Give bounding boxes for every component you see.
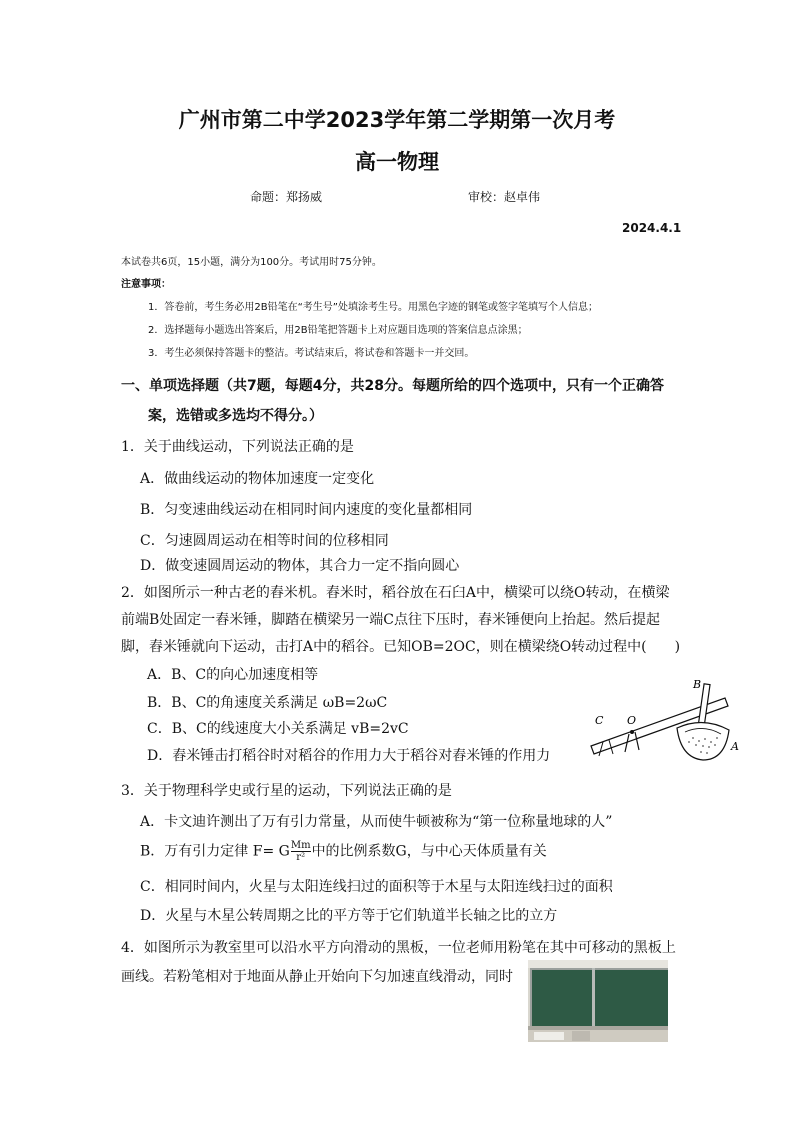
question-4-stem-cont: 画线。若粉笔相对于地面从静止开始向下匀加速直线滑动，同时 xyxy=(121,969,513,985)
question-4-stem: 4．如图所示为教室里可以沿水平方向滑动的黑板，一位老师用粉笔在其中可移动的黑板上 xyxy=(121,940,676,956)
question-1-option-c: C．匀速圆周运动在相等时间的位移相同 xyxy=(140,533,389,549)
question-3-option-d: D．火星与木星公转周期之比的平方等于它们轨道半长轴之比的立方 xyxy=(140,908,558,924)
fraction-denominator: r² xyxy=(296,852,306,863)
blackboard-panel xyxy=(530,968,668,1028)
question-2-stem: 2．如图所示一种古老的舂米机。舂米时，稻谷放在石臼A中，横梁可以绕O转动，在横梁 xyxy=(121,585,670,601)
author-line: 命题：郑扬威 xyxy=(250,190,323,204)
question-3-stem: 3．关于物理科学史或行星的运动，下列说法正确的是 xyxy=(121,783,452,799)
fraction-numerator: Mm xyxy=(290,840,311,851)
label-a: A xyxy=(731,740,739,753)
option-b-suffix: 中的比例系数G，与中心天体质量有关 xyxy=(311,843,547,860)
question-2-option-b: B．B、C的角速度关系满足 ωB=2ωC xyxy=(147,695,388,711)
section-heading-cont: 案，选错或多选均不得分。） xyxy=(148,408,323,424)
question-2-option-d: D．舂米锤击打稻谷时对稻谷的作用力大于稻谷对舂米锤的作用力 xyxy=(147,748,551,764)
label-c: C xyxy=(595,714,604,727)
question-2-stem-cont: 前端B处固定一舂米锤，脚踏在横梁另一端C点往下压时，舂米锤便向上抬起。然后提起 xyxy=(121,612,660,628)
blackboard-photo xyxy=(528,960,668,1042)
question-1-stem: 1．关于曲线运动，下列说法正确的是 xyxy=(121,439,354,455)
rice-pounder-figure xyxy=(585,676,745,762)
pivot-point xyxy=(630,730,634,734)
notice-item: 1．答卷前，考生务必用2B铅笔在“考生号”处填涂考生号。用黑色字迹的钢笔或签字笔填写个人信息； xyxy=(148,302,598,313)
question-1-option-d: D．做变速圆周运动的物体，其合力一定不指向圆心 xyxy=(140,558,460,574)
section-heading: 一、单项选择题（共7题，每题4分，共28分。每题所给的四个选项中，只有一个正确答 xyxy=(121,378,664,394)
question-3-option-a: A．卡文迪许测出了万有引力常量，从而使牛顿被称为“第一位称量地球的人” xyxy=(140,814,613,830)
exam-date: 2024.4.1 xyxy=(622,221,682,235)
exam-title: 广州市第二中学2023学年第二学期第一次月考 xyxy=(178,108,616,132)
reviewer-line: 审校：赵卓伟 xyxy=(468,190,541,204)
question-3-option-b xyxy=(140,840,547,863)
gravity-fraction xyxy=(291,840,311,863)
notice-item: 3．考生必须保持答题卡的整洁。考试结束后，将试卷和答题卡一并交回。 xyxy=(148,348,475,359)
question-2-stem-cont: 脚，舂米锤就向下运动，击打A中的稻谷。已知OB=2OC，则在横梁绕O转动过程中( ) xyxy=(121,639,681,655)
notice-title: 注意事项： xyxy=(121,279,171,290)
question-3-option-c: C．相同时间内，火星与太阳连线扫过的面积等于木星与太阳连线扫过的面积 xyxy=(140,879,613,895)
subject-title: 高一物理 xyxy=(355,150,439,174)
mortar-shape xyxy=(677,722,729,760)
label-o: O xyxy=(627,714,637,727)
option-b-prefix: B．万有引力定律 F= G xyxy=(140,843,290,860)
question-1-option-a: A．做曲线运动的物体加速度一定变化 xyxy=(140,471,375,487)
question-1-option-b: B．匀变速曲线运动在相同时间内速度的变化量都相同 xyxy=(140,502,473,518)
notice-item: 2．选择题每小题选出答案后，用2B铅笔把答题卡上对应题目选项的答案信息点涂黑； xyxy=(148,325,528,336)
exam-summary: 本试卷共6页，15小题，满分为100分。考试用时75分钟。 xyxy=(121,257,382,268)
question-2-option-c: C．B、C的线速度大小关系满足 vB=2vC xyxy=(147,721,409,737)
label-b: B xyxy=(693,678,702,691)
question-2-option-a: A．B、C的向心加速度相等 xyxy=(147,667,319,683)
